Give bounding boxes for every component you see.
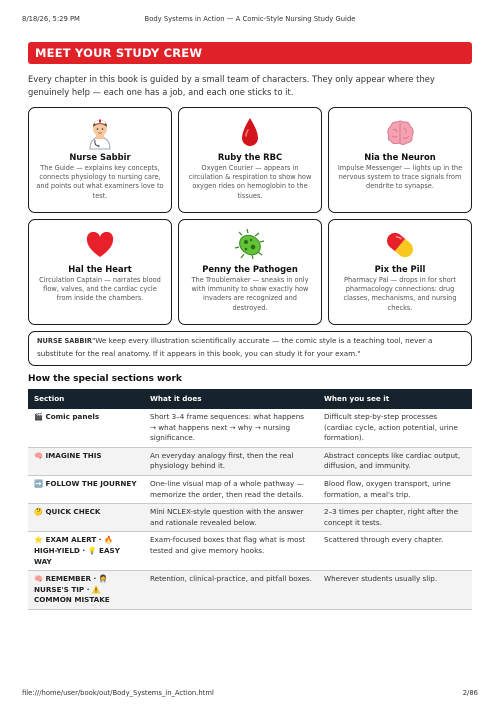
nurse-icon [83, 116, 117, 150]
section-purpose: An everyday analogy first, then the real physiology behind it. [144, 447, 318, 475]
table-row [28, 475, 472, 503]
character-card [28, 219, 172, 325]
section-usage: Wherever students usually slip. [318, 571, 472, 610]
section-name: 🤔 QUICK CHECK [28, 504, 144, 532]
page-number: 2/86 [462, 689, 478, 697]
section-name: 🎬 Comic panels [28, 409, 144, 447]
table-row [28, 504, 472, 532]
column-header: When you see it [318, 389, 472, 409]
character-description: The Troublemaker — sneaks in only with immunity to show exactly how invaders are recognized and destroyed. [191, 276, 309, 312]
section-purpose: Mini NCLEX-style question with the answer and rationale revealed below. [144, 504, 318, 532]
table-row [28, 409, 472, 447]
table-row [28, 532, 472, 571]
section-purpose: Retention, clinical-practice, and pitfall boxes. [144, 571, 318, 610]
character-name: Ruby the RBC [217, 152, 283, 162]
table-row [28, 571, 472, 610]
column-header: What it does [144, 389, 318, 409]
table-header-row [28, 389, 472, 409]
section-name: 🧠 IMAGINE THIS [28, 447, 144, 475]
special-sections-table [28, 389, 472, 610]
section-name: ⭐ EXAM ALERT · 🔥 HIGH-YIELD · 💡 EASY WAY [28, 532, 144, 571]
character-description: Oxygen Courier — appears in circulation & respiration to show how oxygen rides on hemoglobin to the tissues. [188, 164, 312, 200]
character-name: Hal the Heart [68, 264, 132, 274]
section-usage: Blood flow, oxygen transport, urine formation, a meal's trip. [318, 475, 472, 503]
character-name: Pix the Pill [374, 264, 426, 274]
intro-paragraph: Every chapter in this book is guided by a small team of characters. They only appear where they genuinely help — each one has a job, and each one sticks to it. [28, 74, 435, 97]
microbe-icon [233, 228, 267, 262]
blood-drop-icon [233, 116, 267, 150]
character-description: Pharmacy Pal — drops in for short pharmacology connections: drug classes, mechanisms, and nursing checks. [343, 276, 457, 312]
character-card [178, 219, 322, 325]
section-usage: 2–3 times per chapter, right after the concept it tests. [318, 504, 472, 532]
character-description: Impulse Messenger — lights up in the nervous system to trace signals from dendrite to synapse. [337, 164, 463, 191]
section-usage: Scattered through every chapter. [318, 532, 472, 571]
section-usage: Difficult step-by-step processes (cardiac cycle, action potential, urine formation). [318, 409, 472, 447]
section-purpose: One-line visual map of a whole pathway — memorize the order, then read the details. [144, 475, 318, 503]
character-card [328, 219, 472, 325]
heart-icon [83, 228, 117, 262]
character-name: Nia the Neuron [364, 152, 436, 162]
speech-bubble [28, 331, 472, 366]
character-card [28, 107, 172, 213]
pill-icon [383, 228, 417, 262]
section-purpose: Short 3–4 frame sequences: what happens → what happens next → why → nursing significance. [144, 409, 318, 447]
speaker-label: NURSE SABBIR [37, 337, 92, 345]
section-banner: MEET YOUR STUDY CREW [28, 42, 472, 64]
column-header: Section [28, 389, 144, 409]
print-timestamp: 8/18/26, 5:29 PM [22, 15, 80, 23]
quote-text: "We keep every illustration scientifically accurate — the comic style is a teaching tool, never a substitute for the real anatomy. If it appears in this book, you can study it for your exam." [37, 336, 433, 358]
table-row [28, 447, 472, 475]
character-description: Circulation Captain — narrates blood flow, valves, and the cardiac cycle from inside the chambers. [39, 276, 161, 303]
sections-heading: How the special sections work [28, 374, 182, 384]
section-purpose: Exam-focused boxes that flag what is most tested and give memory hooks. [144, 532, 318, 571]
character-card [178, 107, 322, 213]
document-title: Body Systems in Action — A Comic-Style Nursing Study Guide [144, 15, 356, 23]
brain-icon [383, 116, 417, 150]
section-name: 🧠 REMEMBER · 👩‍⚕️ NURSE'S TIP · ⚠️ COMMON MISTAKE [28, 571, 144, 610]
character-name: Nurse Sabbir [69, 152, 131, 162]
section-name: ➡️ FOLLOW THE JOURNEY [28, 475, 144, 503]
character-name: Penny the Pathogen [202, 264, 298, 274]
character-card [328, 107, 472, 213]
character-description: The Guide — explains key concepts, connects physiology to nursing care, and points out what examiners love to test. [36, 164, 164, 200]
file-path: file:///home/user/book/out/Body_Systems_in_Action.html [22, 689, 214, 697]
section-usage: Abstract concepts like cardiac output, diffusion, and immunity. [318, 447, 472, 475]
